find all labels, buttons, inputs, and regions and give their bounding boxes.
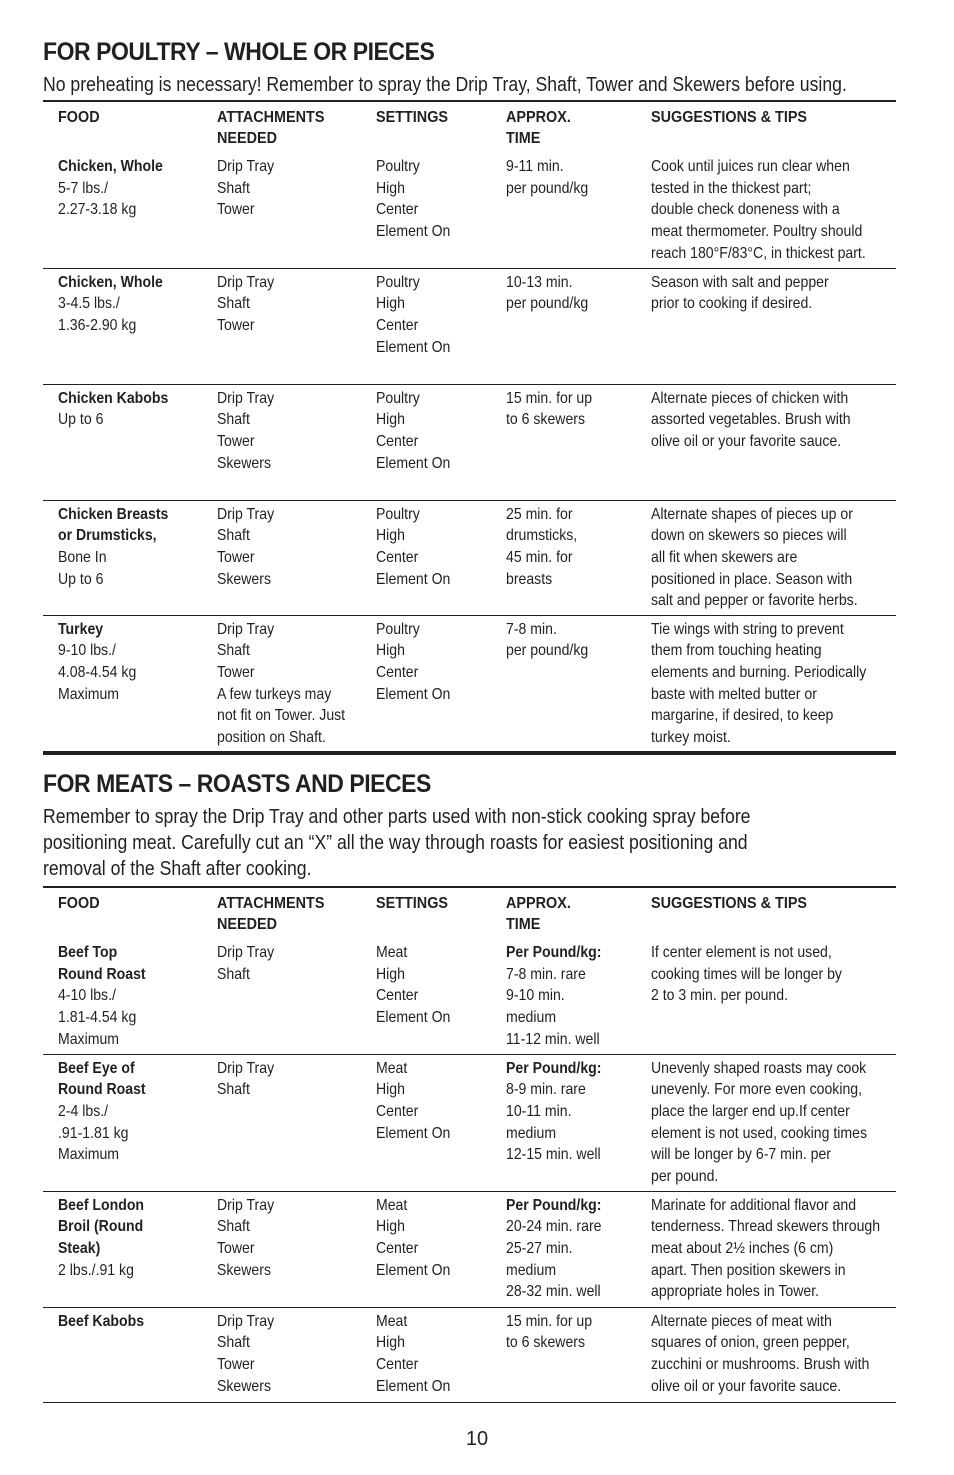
attachment-item: Drip Tray xyxy=(217,158,275,175)
food-cell xyxy=(58,615,217,753)
food-name: Round Roast xyxy=(58,965,146,983)
time-detail: 25-27 min. xyxy=(506,1239,573,1257)
setting-item: High xyxy=(376,965,405,983)
attachment-item: Shaft xyxy=(217,411,250,429)
time-detail: medium xyxy=(506,1009,557,1027)
tip-line: appropriate holes in Tower. xyxy=(651,1283,820,1301)
food-cell xyxy=(58,384,217,500)
header-time: APPROX. TIME xyxy=(506,895,571,933)
meats-section-title: FOR MEATS – ROASTS AND PIECES xyxy=(43,770,431,798)
meats-table xyxy=(43,886,896,1403)
tip-line: them from touching heating xyxy=(651,642,822,660)
time-detail: 7-8 min. rare xyxy=(506,965,586,983)
setting-item: Poultry xyxy=(376,620,420,638)
tip-line: assorted vegetables. Brush with xyxy=(651,411,851,429)
meats-table-header xyxy=(43,887,896,939)
setting-item: Meat xyxy=(376,1059,408,1077)
food-detail: 1.81-4.54 kg xyxy=(58,1009,137,1027)
tip-line: apart. Then position skewers in xyxy=(651,1261,846,1279)
attachment-item: Drip Tray xyxy=(217,1196,275,1214)
setting-item: High xyxy=(376,642,405,660)
tip-line: Alternate pieces of meat with xyxy=(651,1312,832,1330)
attachments-cell xyxy=(217,1054,376,1191)
tip-line: Unevenly shaped roasts may cook xyxy=(651,1059,867,1077)
food-cell xyxy=(58,1191,217,1307)
tip-line: margarine, if desired, to keep xyxy=(651,707,834,725)
header-tips: SUGGESTIONS & TIPS xyxy=(651,895,808,912)
table-row xyxy=(43,1191,896,1307)
tip-line: all fit when skewers are xyxy=(651,548,798,566)
tip-line: double check doneness with a xyxy=(651,201,840,219)
food-name: Broil (Round xyxy=(58,1218,144,1236)
setting-item: Element On xyxy=(376,570,451,588)
time-detail: 45 min. for xyxy=(506,548,573,566)
time-detail: 7-8 min. xyxy=(506,620,557,638)
time-detail: 11-12 min. well xyxy=(506,1030,600,1048)
setting-item: High xyxy=(376,1081,405,1099)
time-detail: drumsticks, xyxy=(506,527,578,545)
settings-cell xyxy=(376,615,506,753)
tip-line: If center element is not used, xyxy=(651,944,832,961)
tips-cell xyxy=(651,384,896,500)
attachment-item: Tower xyxy=(217,432,255,450)
time-detail: per pound/kg xyxy=(506,642,589,660)
setting-item: Center xyxy=(376,1102,419,1120)
time-cell xyxy=(506,268,651,384)
time-cell xyxy=(506,615,651,753)
attachments-cell xyxy=(217,500,376,615)
tip-line: tenderness. Thread skewers through xyxy=(651,1218,881,1236)
time-detail: 10-13 min. xyxy=(506,273,573,291)
time-label: Per Pound/kg: xyxy=(506,1059,602,1077)
setting-item: Element On xyxy=(376,338,451,356)
time-label: Per Pound/kg: xyxy=(506,1196,602,1214)
tip-line: elements and burning. Periodically xyxy=(651,663,867,681)
poultry-intro: No preheating is necessary! Remember to spray the Drip Tray, Shaft, Tower and Skewers before using. xyxy=(43,73,847,96)
setting-item: Center xyxy=(376,548,419,566)
tip-line: cooking times will be longer by xyxy=(651,965,842,983)
attachment-item: Shaft xyxy=(217,1081,250,1099)
tip-line: salt and pepper or favorite herbs. xyxy=(651,592,858,610)
setting-item: Center xyxy=(376,1355,419,1373)
attachment-item: Drip Tray xyxy=(217,505,275,523)
attachment-item: not fit on Tower. Just xyxy=(217,707,346,725)
time-cell xyxy=(506,1191,651,1307)
attachments-cell xyxy=(217,384,376,500)
setting-item: Center xyxy=(376,432,419,450)
setting-item: Element On xyxy=(376,454,451,472)
setting-item: High xyxy=(376,411,405,429)
time-detail: 28-32 min. well xyxy=(506,1283,601,1301)
setting-item: Poultry xyxy=(376,389,420,407)
food-name: Turkey xyxy=(58,620,104,638)
food-cell xyxy=(58,1307,217,1402)
tips-cell xyxy=(651,153,896,268)
settings-cell xyxy=(376,1307,506,1402)
meats-intro-line: removal of the Shaft after cooking. xyxy=(43,857,312,880)
food-detail: 5-7 lbs./ xyxy=(58,179,109,197)
attachments-cell xyxy=(217,153,376,268)
time-cell xyxy=(506,1054,651,1191)
tips-cell xyxy=(651,1191,896,1307)
attachment-item: Skewers xyxy=(217,1261,271,1279)
attachment-item: Tower xyxy=(217,1239,255,1257)
settings-cell xyxy=(376,1191,506,1307)
poultry-table xyxy=(43,100,896,755)
food-detail: 9-10 lbs./ xyxy=(58,642,116,660)
attachments-cell xyxy=(217,1191,376,1307)
time-cell xyxy=(506,939,651,1054)
food-cell xyxy=(58,268,217,384)
attachment-item: Shaft xyxy=(217,179,250,197)
tip-line: turkey moist. xyxy=(651,729,731,747)
tip-line: Season with salt and pepper xyxy=(651,273,829,291)
setting-item: Center xyxy=(376,987,419,1005)
setting-item: Element On xyxy=(376,1009,451,1027)
food-name: Round Roast xyxy=(58,1081,146,1099)
time-detail: 9-10 min. xyxy=(506,987,565,1005)
food-detail: Maximum xyxy=(58,1030,120,1048)
header-attachments: ATTACHMENTS NEEDED xyxy=(217,895,325,933)
attachment-item: Shaft xyxy=(217,295,250,313)
attachment-item: Tower xyxy=(217,1355,255,1373)
settings-cell xyxy=(376,384,506,500)
tip-line: down on skewers so pieces will xyxy=(651,527,847,545)
food-detail: 2-4 lbs./ xyxy=(58,1102,109,1120)
setting-item: High xyxy=(376,1218,405,1236)
table-row xyxy=(43,939,896,1054)
attachment-item: Skewers xyxy=(217,454,271,472)
time-cell xyxy=(506,1307,651,1402)
attachments-cell xyxy=(217,1307,376,1402)
tip-line: reach 180°F/83°C, in thickest part. xyxy=(651,244,866,262)
attachment-item: Skewers xyxy=(217,570,271,588)
time-detail: medium xyxy=(506,1261,557,1279)
attachment-item: Shaft xyxy=(217,642,250,660)
settings-cell xyxy=(376,939,506,1054)
time-detail: 15 min. for up xyxy=(506,1312,593,1330)
food-detail: 1.36-2.90 kg xyxy=(58,316,137,334)
attachment-item: Drip Tray xyxy=(217,1059,275,1077)
settings-cell xyxy=(376,268,506,384)
settings-cell xyxy=(376,500,506,615)
time-detail: 9-11 min. xyxy=(506,158,564,175)
poultry-table-header xyxy=(43,101,896,153)
attachments-cell xyxy=(217,268,376,384)
food-name: Beef Top xyxy=(58,944,118,961)
attachment-item: Shaft xyxy=(217,1334,250,1352)
tip-line: element is not used, cooking times xyxy=(651,1124,868,1142)
food-name: Beef London xyxy=(58,1196,145,1214)
tip-line: will be longer by 6-7 min. per xyxy=(651,1146,832,1164)
attachment-item: Tower xyxy=(217,548,255,566)
food-name: Chicken, Whole xyxy=(58,158,163,175)
time-label: Per Pound/kg: xyxy=(506,944,602,961)
tip-line: Marinate for additional flavor and xyxy=(651,1196,857,1214)
header-settings: SETTINGS xyxy=(376,109,449,126)
tip-line: olive oil or your favorite sauce. xyxy=(651,432,842,450)
setting-item: Center xyxy=(376,1239,419,1257)
attachment-item: Shaft xyxy=(217,1218,250,1236)
time-detail: per pound/kg xyxy=(506,179,589,197)
table-row xyxy=(43,1307,896,1402)
food-detail: .91-1.81 kg xyxy=(58,1124,129,1142)
table-row xyxy=(43,500,896,615)
attachment-item: Tower xyxy=(217,663,255,681)
setting-item: Meat xyxy=(376,944,408,961)
tip-line: positioned in place. Season with xyxy=(651,570,853,588)
setting-item: Element On xyxy=(376,223,451,241)
food-name: or Drumsticks, xyxy=(58,527,157,545)
setting-item: High xyxy=(376,1334,405,1352)
meats-intro-line: Remember to spray the Drip Tray and other parts used with non-stick cooking spray before xyxy=(43,805,751,828)
food-detail: Maximum xyxy=(58,685,120,703)
setting-item: Center xyxy=(376,201,419,219)
food-detail: 2.27-3.18 kg xyxy=(58,201,137,219)
setting-item: Element On xyxy=(376,1261,451,1279)
food-cell xyxy=(58,1054,217,1191)
attachment-item: Drip Tray xyxy=(217,389,275,407)
time-cell xyxy=(506,384,651,500)
table-row xyxy=(43,268,896,384)
attachments-cell xyxy=(217,939,376,1054)
tips-cell xyxy=(651,1307,896,1402)
tips-cell xyxy=(651,268,896,384)
setting-item: Poultry xyxy=(376,273,420,291)
attachment-item: Tower xyxy=(217,316,255,334)
time-detail: medium xyxy=(506,1124,557,1142)
tip-line: unevenly. For more even cooking, xyxy=(651,1081,863,1099)
attachment-item: Drip Tray xyxy=(217,1312,275,1330)
header-food: FOOD xyxy=(58,109,100,126)
setting-item: High xyxy=(376,295,405,313)
time-detail: 8-9 min. rare xyxy=(506,1081,586,1099)
setting-item: Meat xyxy=(376,1312,408,1330)
food-detail: Bone In xyxy=(58,548,107,566)
food-detail: 4-10 lbs./ xyxy=(58,987,116,1005)
tips-cell xyxy=(651,500,896,615)
setting-item: High xyxy=(376,179,405,197)
attachment-item: A few turkeys may xyxy=(217,685,332,703)
food-detail: Up to 6 xyxy=(58,411,104,429)
tip-line: Tie wings with string to prevent xyxy=(651,620,844,638)
setting-item: Meat xyxy=(376,1196,408,1214)
tip-line: place the larger end up.If center xyxy=(651,1102,850,1120)
time-detail: to 6 skewers xyxy=(506,411,586,429)
setting-item: Poultry xyxy=(376,505,420,523)
food-detail: 3-4.5 lbs./ xyxy=(58,295,120,313)
time-cell xyxy=(506,153,651,268)
table-row xyxy=(43,384,896,500)
setting-item: High xyxy=(376,527,405,545)
time-detail: to 6 skewers xyxy=(506,1334,586,1352)
tip-line: 2 to 3 min. per pound. xyxy=(651,987,788,1005)
time-detail: per pound/kg xyxy=(506,295,589,313)
settings-cell xyxy=(376,153,506,268)
header-settings: SETTINGS xyxy=(376,895,449,912)
attachment-item: Tower xyxy=(217,201,255,219)
setting-item: Center xyxy=(376,663,419,681)
food-cell xyxy=(58,153,217,268)
attachment-item: Skewers xyxy=(217,1377,271,1395)
tip-line: per pound. xyxy=(651,1168,719,1186)
setting-item: Poultry xyxy=(376,158,420,175)
food-name: Chicken Kabobs xyxy=(58,389,169,407)
attachment-item: position on Shaft. xyxy=(217,729,326,747)
tip-line: olive oil or your favorite sauce. xyxy=(651,1377,842,1395)
food-detail: Maximum xyxy=(58,1146,120,1164)
attachment-item: Drip Tray xyxy=(217,273,275,291)
setting-item: Element On xyxy=(376,685,451,703)
time-detail: 15 min. for up xyxy=(506,389,593,407)
meats-intro xyxy=(43,804,894,882)
food-name: Beef Kabobs xyxy=(58,1312,145,1330)
setting-item: Element On xyxy=(376,1124,451,1142)
tip-line: meat about 2½ inches (6 cm) xyxy=(651,1239,834,1257)
meats-intro-line: positioning meat. Carefully cut an “X” all the way through roasts for easiest positioning and xyxy=(43,831,748,854)
settings-cell xyxy=(376,1054,506,1191)
tip-line: Alternate shapes of pieces up or xyxy=(651,505,853,523)
table-row xyxy=(43,153,896,268)
time-detail: 20-24 min. rare xyxy=(506,1218,602,1236)
table-row xyxy=(43,615,896,753)
tip-line: squares of onion, green pepper, xyxy=(651,1334,850,1352)
tip-line: zucchini or mushrooms. Brush with xyxy=(651,1355,870,1373)
food-name: Steak) xyxy=(58,1239,101,1257)
table-row xyxy=(43,1054,896,1191)
food-cell xyxy=(58,939,217,1054)
food-name: Chicken Breasts xyxy=(58,505,169,523)
setting-item: Element On xyxy=(376,1377,451,1395)
header-attachments: ATTACHMENTS NEEDED xyxy=(217,109,325,147)
food-name: Beef Eye of xyxy=(58,1059,135,1077)
attachment-item: Shaft xyxy=(217,527,250,545)
header-tips: SUGGESTIONS & TIPS xyxy=(651,109,808,126)
tips-cell xyxy=(651,1054,896,1191)
tip-line: prior to cooking if desired. xyxy=(651,295,813,313)
attachment-item: Shaft xyxy=(217,965,250,983)
food-detail: Up to 6 xyxy=(58,570,104,588)
food-name: Chicken, Whole xyxy=(58,273,163,291)
time-detail: 12-15 min. well xyxy=(506,1146,601,1164)
tips-cell xyxy=(651,615,896,753)
time-detail: breasts xyxy=(506,570,553,588)
tip-line: Cook until juices run clear when xyxy=(651,158,850,175)
time-detail: 10-11 min. xyxy=(506,1102,572,1120)
tips-cell xyxy=(651,939,896,1054)
attachment-item: Drip Tray xyxy=(217,944,275,961)
time-detail: 25 min. for xyxy=(506,505,573,523)
setting-item: Center xyxy=(376,316,419,334)
tip-line: baste with melted butter or xyxy=(651,685,817,703)
food-detail: 4.08-4.54 kg xyxy=(58,663,137,681)
food-cell xyxy=(58,500,217,615)
time-cell xyxy=(506,500,651,615)
attachment-item: Drip Tray xyxy=(217,620,275,638)
poultry-section-title: FOR POULTRY – WHOLE OR PIECES xyxy=(43,38,435,66)
page-number: 10 xyxy=(465,1428,489,1450)
header-food: FOOD xyxy=(58,895,100,912)
food-detail: 2 lbs./.91 kg xyxy=(58,1261,134,1279)
attachments-cell xyxy=(217,615,376,753)
tip-line: tested in the thickest part; xyxy=(651,179,812,197)
header-time: APPROX. TIME xyxy=(506,109,571,147)
tip-line: meat thermometer. Poultry should xyxy=(651,223,863,241)
tip-line: Alternate pieces of chicken with xyxy=(651,389,849,407)
